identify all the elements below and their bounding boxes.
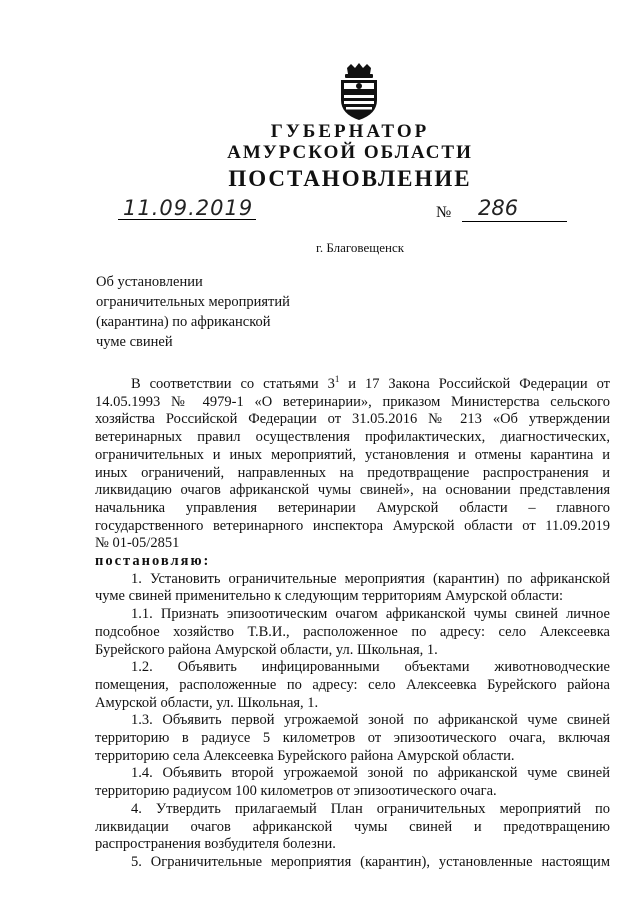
item-line: 1.2. Объявить инфицированными объектами животноводческие bbox=[131, 659, 610, 676]
decree-word: постановляю: bbox=[95, 553, 211, 570]
preamble-line: хозяйства Российской Федерации от 31.05.2016 № 213 «Об утверждении bbox=[95, 411, 610, 428]
item-line: 1. Установить ограничительные мероприятия (карантин) по африканской bbox=[131, 570, 610, 587]
item-line: территорию радиусом 100 километров от эпизоотического очага. bbox=[95, 783, 497, 800]
number-underline bbox=[462, 221, 567, 222]
subject-line: (карантина) по африканской bbox=[96, 314, 271, 330]
item-line: ликвидации очагов африканской чумы свиней и предотвращению bbox=[95, 818, 610, 835]
preamble-line: ограничительных и иных мероприятий, установления и отмены карантина и bbox=[95, 446, 610, 463]
item-line: чуме свиней применительно к следующим территориям Амурской области: bbox=[95, 588, 564, 605]
subject-line: чуме свиней bbox=[96, 334, 173, 350]
preamble-line: иных ограничений, направленных на предотвращение распространения и bbox=[95, 464, 610, 481]
number-sign: № bbox=[436, 204, 452, 221]
item-line: помещения, расположенные по адресу: село Алексеевка Бурейского района bbox=[95, 676, 610, 693]
preamble-line: 14.05.1993 № 4979-1 «О ветеринарии», приказом Министерства сельского bbox=[95, 393, 610, 410]
item-line: территорию в радиусе 5 километров от эпизоотического очага, включая bbox=[95, 730, 610, 747]
item-line: 4. Утвердить прилагаемый План ограничительных мероприятий по bbox=[131, 800, 610, 817]
governor-title: ГУБЕРНАТОР bbox=[270, 121, 430, 142]
preamble-text: В соответствии со статьями 3 bbox=[131, 376, 335, 392]
date-underline bbox=[118, 219, 256, 220]
document-type-title: ПОСТАНОВЛЕНИЕ bbox=[228, 166, 472, 191]
decree-body bbox=[95, 376, 610, 872]
subject-line: ограничительных мероприятий bbox=[96, 294, 290, 310]
item-line: 1.3. Объявить первой угрожаемой зоной по африканской чуме свиней bbox=[131, 712, 610, 729]
item-line: подсобное хозяйство Т.В.И., расположенное по адресу: село Алексеевка bbox=[95, 623, 610, 640]
item-line: 1.1. Признать эпизоотическим очагом африканской чумы свиней личное bbox=[131, 606, 610, 623]
preamble-text: и 17 Закона Российской Федерации от bbox=[339, 376, 610, 392]
preamble-line: № 01-05/2851 bbox=[95, 535, 180, 552]
preamble-line: начальника управления ветеринарии Амурской области – главного bbox=[95, 499, 610, 516]
item-line: 5. Ограничительные мероприятия (карантин), установленные настоящим bbox=[131, 853, 610, 870]
item-line: Амурской области, ул. Школьная, 1. bbox=[95, 694, 319, 711]
preamble-line bbox=[95, 376, 610, 394]
decree-number: 286 bbox=[478, 196, 519, 220]
subject-line: Об установлении bbox=[96, 274, 203, 290]
coat-of-arms-emblem bbox=[335, 62, 383, 122]
region-title: АМУРСКОЙ ОБЛАСТИ bbox=[227, 142, 473, 163]
decree-date: 11.09.2019 bbox=[123, 196, 254, 220]
preamble-line: ветеринарных правил осуществления профилактических, диагностических, bbox=[95, 429, 610, 446]
item-line: Бурейского района Амурской области, ул. Школьная, 1. bbox=[95, 641, 438, 658]
preamble-line: государственного ветеринарного инспектора Амурской области от 11.09.2019 bbox=[95, 517, 610, 534]
item-line: 1.4. Объявить второй угрожаемой зоной по африканской чуме свиней bbox=[131, 765, 610, 782]
preamble-line: ликвидацию очагов африканской чумы свиней», на основании представления bbox=[95, 482, 610, 499]
decree-subject bbox=[96, 272, 290, 352]
item-line: территорию села Алексеевка Бурейского района Амурской области. bbox=[95, 747, 515, 764]
superscript: 1 bbox=[334, 374, 340, 385]
item-line: распространения возбудителя болезни. bbox=[95, 836, 336, 853]
city-name: г. Благовещенск bbox=[315, 240, 405, 255]
